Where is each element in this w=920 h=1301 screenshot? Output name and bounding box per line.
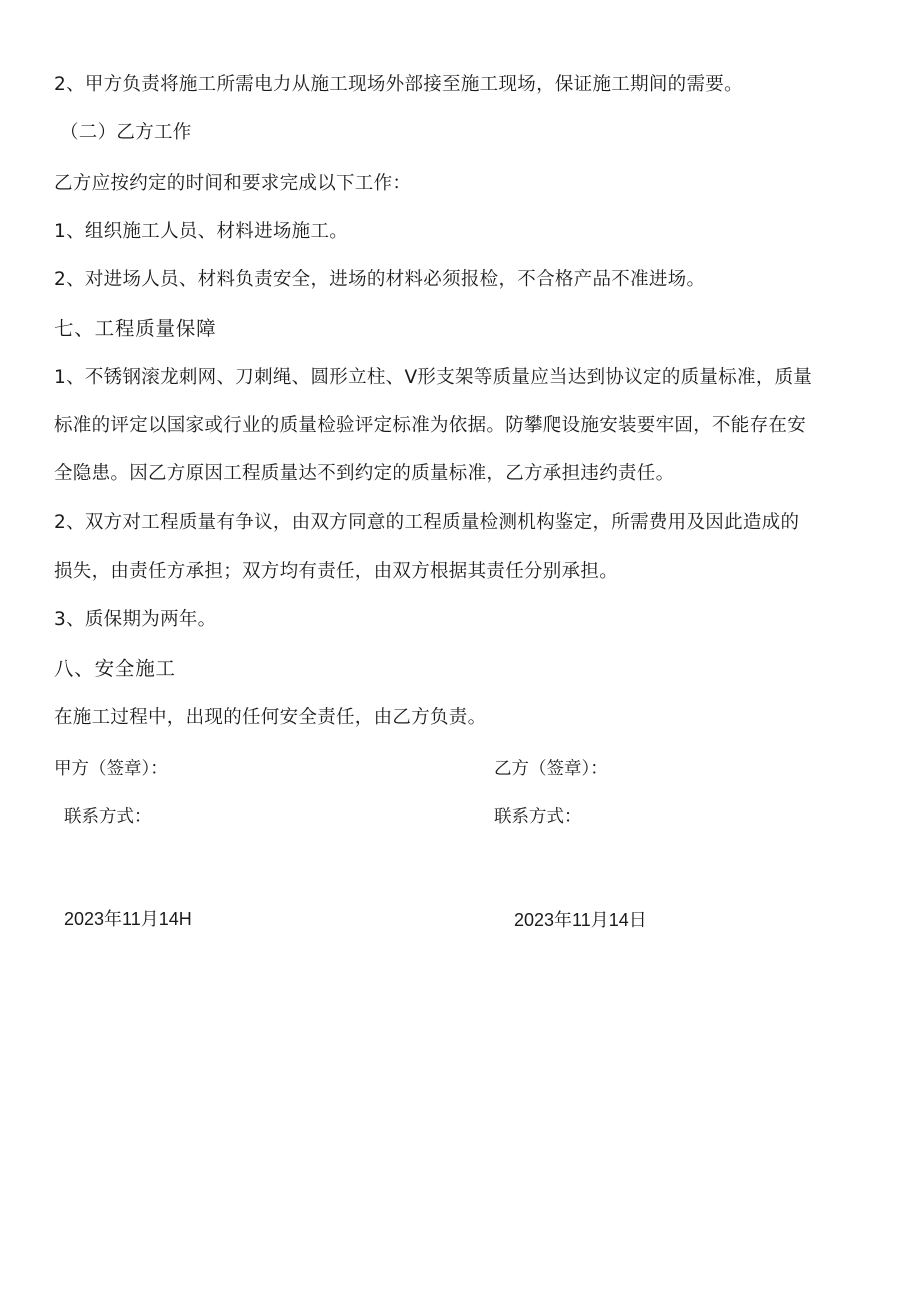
paragraph-quality-dispute-line-2: 损失，由责任方承担；双方均有责任，由双方根据其责任分别承担。 [54,561,619,582]
paragraph-warranty-period: 3、质保期为两年。 [54,609,217,630]
party-a-date: 2023年11月14H [64,909,192,929]
party-b-date: 2023年11月14日 [514,910,647,930]
paragraph-quality-standard-line-3: 全隐患。因乙方原因工程质量达不到约定的质量标准，乙方承担违约责任。 [54,463,675,484]
party-b-seal-label: 乙方（签章）： [494,759,608,779]
sub-heading-party-b-work: （二）乙方工作 [60,122,192,143]
paragraph-quality-standard-line-1: 1、不锈钢滚龙刺网、刀刺绳、圆形立柱、V形支架等质量应当达到协议定的质量标准，质量 [54,367,813,388]
paragraph-power-supply: 2、甲方负责将施工所需电力从施工现场外部接至施工现场，保证施工期间的需要。 [54,74,743,95]
party-a-seal-label: 甲方（签章）： [54,759,168,779]
paragraph-safety-responsibility: 在施工过程中，出现的任何安全责任，由乙方负责。 [54,707,487,728]
paragraph-organize-workers: 1、组织施工人员、材料进场施工。 [54,221,349,242]
section-heading-quality: 七、工程质量保障 [54,317,217,340]
paragraph-quality-dispute-line-1: 2、双方对工程质量有争议，由双方同意的工程质量检测机构鉴定，所需费用及因此造成的 [54,512,800,533]
paragraph-quality-standard-line-2: 标准的评定以国家或行业的质量检验评定标准为依据。防攀爬设施安装要牢固，不能存在安 [54,415,807,436]
party-a-contact-label: 联系方式： [64,807,152,827]
paragraph-party-b-intro: 乙方应按约定的时间和要求完成以下工作： [54,173,412,194]
paragraph-material-safety: 2、对进场人员、材料负责安全，进场的材料必须报检，不合格产品不准进场。 [54,269,706,290]
section-heading-safety: 八、安全施工 [54,657,176,680]
party-b-contact-label: 联系方式： [494,807,582,827]
